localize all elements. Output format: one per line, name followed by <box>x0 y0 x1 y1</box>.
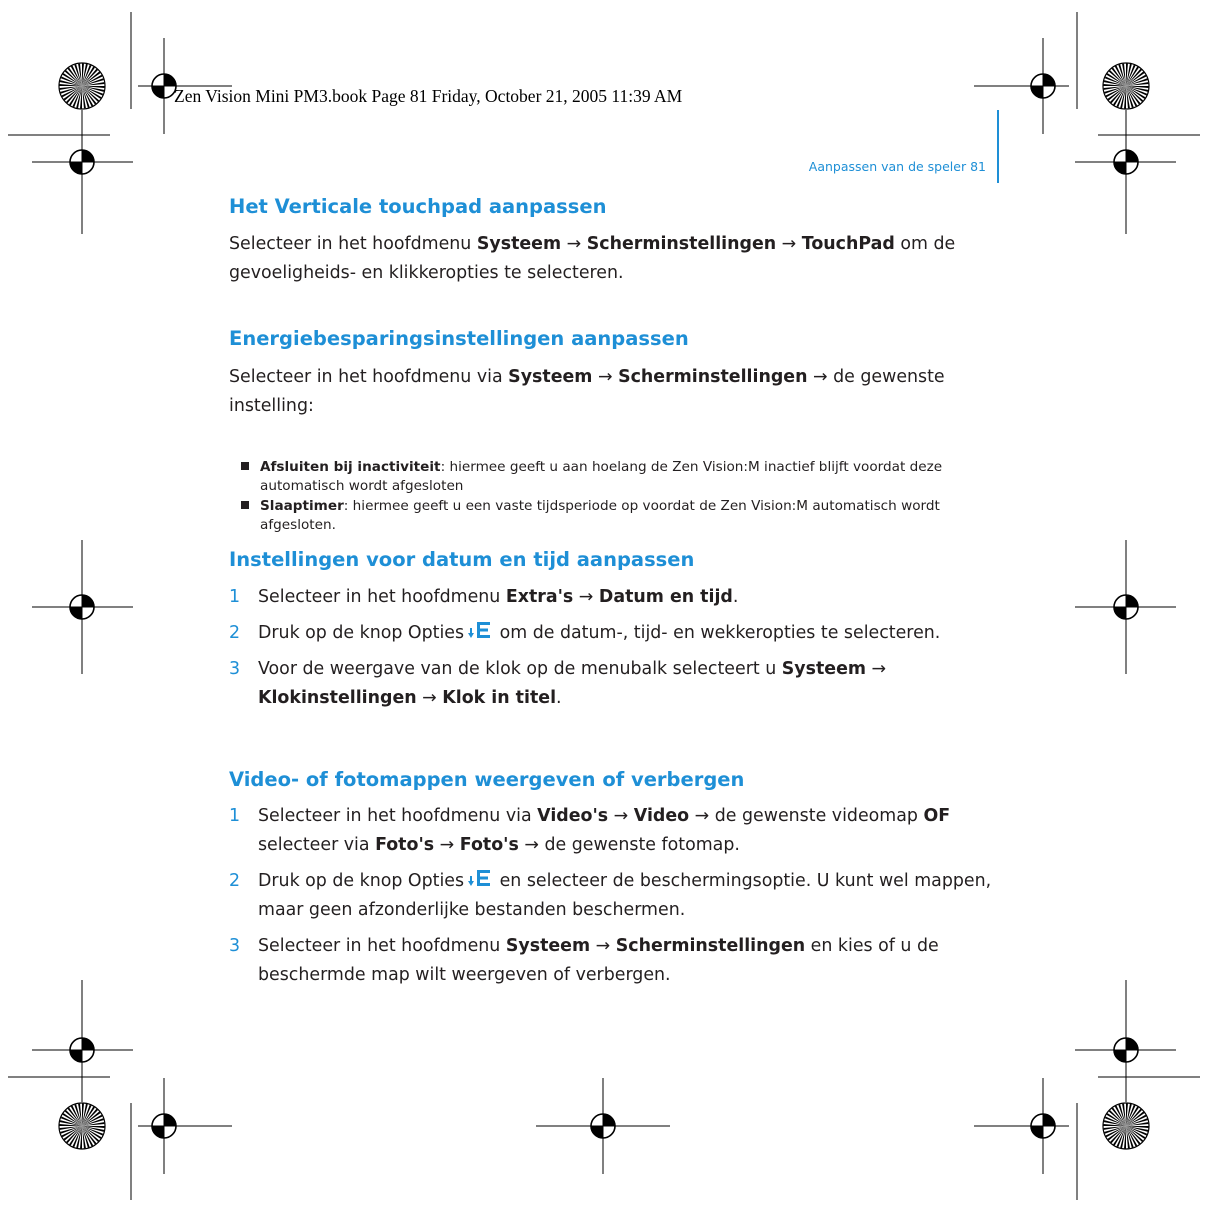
list-item: 1 Selecteer in het hoofdmenu Extra's → Datum en tijd. <box>229 587 739 607</box>
star-target-icon <box>1103 63 1149 109</box>
section-paragraph: Selecteer in het hoofdmenu via Systeem → Scherminstellingen → de gewenste instelling: <box>229 367 945 416</box>
star-target-icon <box>1103 1103 1149 1149</box>
section-heading: Energiebesparingsinstellingen aanpassen <box>229 327 689 350</box>
running-head: Aanpassen van de speler 81 <box>808 159 986 174</box>
running-head-bar <box>997 110 999 183</box>
step-list <box>229 802 1019 997</box>
list-item: Afsluiten bij inactiviteit: hiermee geeft u aan hoelang de Zen Vision:M inactief blijft voordat deze automatisch wordt afgesloten <box>240 458 1010 495</box>
list-item: 3 Voor de weergave van de klok op de menubalk selecteert u Systeem → Klokinstellingen → Klok in titel. <box>229 659 887 708</box>
options-icon <box>467 868 491 888</box>
section-heading: Video- of fotomappen weergeven of verbergen <box>229 768 745 791</box>
star-target-icon <box>59 63 105 109</box>
list-item: 1 Selecteer in het hoofdmenu via Video's → Video → de gewenste videomap OF selecteer via Foto's → Foto's → de gewenste fotomap. <box>229 806 951 855</box>
section-paragraph: Selecteer in het hoofdmenu Systeem → Scherminstellingen → TouchPad om de gevoeligheids- en klikkeropties te selecteren. <box>229 234 956 283</box>
list-item: 2 Druk op de knop Opties om de datum-, tijd- en wekkeropties te selecteren. <box>229 619 1019 648</box>
options-icon <box>467 620 491 640</box>
list-item: 3 Selecteer in het hoofdmenu Systeem → Scherminstellingen en kies of u de beschermde map wilt weergeven of verbergen. <box>229 936 939 985</box>
slug-line: Zen Vision Mini PM3.book Page 81 Friday, October 21, 2005 11:39 AM <box>174 86 683 106</box>
section-heading: Instellingen voor datum en tijd aanpassen <box>229 548 695 571</box>
step-list <box>229 583 1019 720</box>
star-target-icon <box>59 1103 105 1149</box>
section-heading: Het Verticale touchpad aanpassen <box>229 195 607 218</box>
list-item: 2 Druk op de knop Opties en selecteer de beschermingsoptie. U kunt wel mappen, maar geen afzonderlijke bestanden beschermen. <box>229 867 1019 925</box>
list-item: Slaaptimer: hiermee geeft u een vaste tijdsperiode op voordat de Zen Vision:M automatisch wordt afgesloten. <box>240 497 1010 534</box>
bullet-list <box>240 458 1010 536</box>
